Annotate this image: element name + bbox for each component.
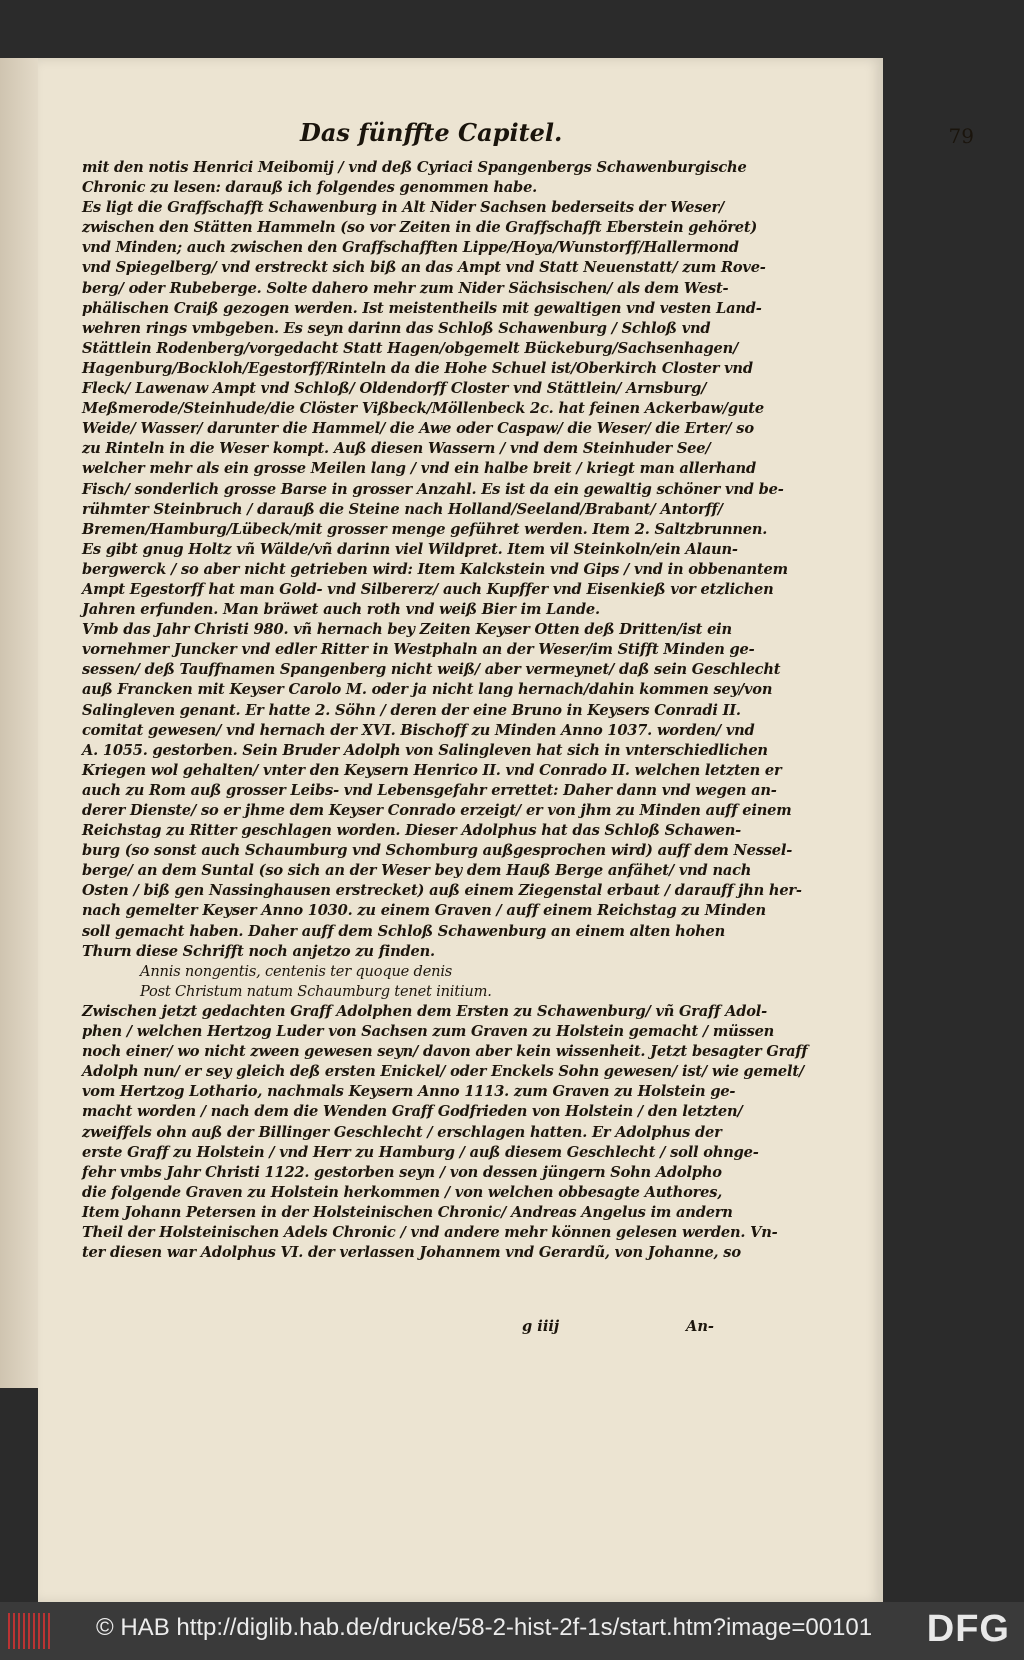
text-line: Ampt Egestorff hat man Gold- vnd Silbererz/ auch Kupffer vnd Eisenkieß vor etzlichen bbox=[82, 580, 774, 598]
text-line: Salingleven genant. Er hatte 2. Söhn / deren der eine Bruno in Keysers Conradi II. bbox=[82, 701, 741, 719]
text-line: Bremen/Hamburg/Lübeck/mit grosser menge geführet werden. Item 2. Saltzbrunnen. bbox=[82, 520, 768, 538]
dfg-logo: DFG bbox=[926, 1608, 1010, 1650]
text-line: Vmb das Jahr Christi 980. vñ hernach bey Zeiten Keyser Otten deß Dritten/ist ein bbox=[82, 621, 732, 639]
text-line: bergwerck / so aber nicht getrieben wird: Item Kalckstein vnd Gips / vnd in obbenantem bbox=[82, 560, 788, 578]
page-footer bbox=[82, 1318, 714, 1340]
signature-mark: g iiij bbox=[522, 1318, 560, 1335]
text-line: Kriegen wol gehalten/ vnter den Keysern Henrico II. vnd Conrado II. welchen letzten er bbox=[82, 761, 782, 779]
text-line: Fleck/ Lawenaw Ampt vnd Schloß/ Oldendorff Closter vnd Stättlein/ Arnsburg/ bbox=[82, 380, 707, 398]
text-line: fehr vmbs Jahr Christi 1122. gestorben seyn / von dessen jüngern Sohn Adolpho bbox=[82, 1163, 722, 1181]
text-line: mit den notis Henrici Meibomij / vnd deß Cyriaci Spangenbergs Schawenburgische bbox=[82, 159, 747, 176]
text-line: die folgende Graven zu Holstein herkommen / von welchen obbesagte Authores, bbox=[82, 1183, 723, 1201]
chapter-title: Das fünffte Capitel. bbox=[300, 118, 563, 147]
text-line: Post Christum natum Schaumburg tenet initium. bbox=[140, 982, 492, 1000]
text-line: Hagenburg/Bockloh/Egestorff/Rinteln da die Hohe Schuel ist/Oberkirch Closter vnd bbox=[82, 359, 753, 377]
credit-bar bbox=[0, 1602, 1024, 1660]
text-line: zweiffels ohn auß der Billinger Geschlecht / erschlagen hatten. Er Adolphus der bbox=[82, 1123, 722, 1141]
text-line: Weide/ Wasser/ darunter die Hammel/ die Awe oder Caspaw/ die Weser/ die Erter/ so bbox=[82, 420, 754, 438]
text-line: berg/ oder Rubeberge. Solte dahero mehr zum Nider Sächsischen/ als dem West- bbox=[82, 279, 729, 297]
page-header bbox=[230, 118, 974, 152]
text-line: phen / welchen Hertzog Luder von Sachsen zum Graven zu Holstein gemacht / müssen bbox=[82, 1023, 775, 1041]
text-line: noch einer/ wo nicht zween gewesen seyn/ davon aber kein wissenheit. Jetzt besagter Graff bbox=[82, 1043, 808, 1061]
text-line: Fisch/ sonderlich grosse Barse in grosser Anzahl. Es ist da ein gewaltig schöner vnd be- bbox=[82, 480, 784, 498]
text-line: Zwischen jetzt gedachten Graff Adolphen dem Ersten zu Schawenburg/ vñ Graff Adol- bbox=[82, 1002, 767, 1020]
text-line: vom Hertzog Lothario, nachmals Keysern Anno 1113. zum Graven zu Holstein ge- bbox=[82, 1083, 736, 1101]
text-line: Meßmerode/Steinhude/die Clöster Vißbeck/Möllenbeck 2c. hat feinen Ackerbaw/gute bbox=[82, 400, 764, 418]
body-text bbox=[82, 158, 808, 1263]
text-line: vnd Spiegelberg/ vnd erstreckt sich biß an das Ampt vnd Statt Neuenstatt/ zum Rove- bbox=[82, 259, 766, 277]
text-line: vnd Minden; auch zwischen den Graffschafften Lippe/Hoya/Wunstorff/Hallermond bbox=[82, 239, 739, 257]
text-line: wehren rings vmbgeben. Es seyn darinn das Schloß Schawenburg / Schloß vnd bbox=[82, 319, 711, 337]
text-line: Annis nongentis, centenis ter quoque denis bbox=[140, 962, 453, 980]
text-line: auß Francken mit Keyser Carolo M. oder ja nicht lang hernach/dahin kommen sey/von bbox=[82, 681, 773, 699]
text-line: Adolph nun/ er sey gleich deß ersten Enickel/ oder Enckels Sohn gewesen/ ist/ wie gemelt/ bbox=[82, 1063, 804, 1081]
text-line: Es gibt gnug Holtz vñ Wälde/vñ darinn viel Wildpret. Item vil Steinkoln/ein Alaun- bbox=[82, 540, 738, 558]
text-line: Es ligt die Graffschafft Schawenburg in Alt Nider Sachsen bederseits der Weser/ bbox=[82, 199, 725, 217]
text-line: welcher mehr als ein grosse Meilen lang / vnd ein halbe breit / kriegt man allerhand bbox=[82, 460, 756, 478]
text-line: zwischen den Stätten Hammeln (so vor Zeiten in die Graffschafft Eberstein gehöret) bbox=[82, 219, 758, 237]
catchword: An- bbox=[686, 1318, 714, 1335]
text-line: rühmter Steinbruch / darauß die Steine nach Holland/Seeland/Brabant/ Antorff/ bbox=[82, 500, 723, 518]
text-line: zu Rinteln in die Weser kompt. Auß diesen Wassern / vnd dem Steinhuder See/ bbox=[82, 440, 711, 458]
text-line: vornehmer Juncker vnd edler Ritter in Westphaln an der Weser/im Stifft Minden ge- bbox=[82, 641, 755, 659]
text-line: ter diesen war Adolphus VI. der verlassen Johannem vnd Gerardũ, von Johanne, so bbox=[82, 1244, 741, 1262]
page-number: 79 bbox=[948, 124, 974, 148]
text-line: phälischen Craiß gezogen werden. Ist meistentheils mit gewaltigen vnd vesten Land- bbox=[82, 299, 762, 317]
text-line: Thurn diese Schrifft noch anjetzo zu finden. bbox=[82, 942, 435, 960]
previous-page-edge bbox=[0, 58, 38, 1388]
text-line: Item Johann Petersen in der Holsteinischen Chronic/ Andreas Angelus im andern bbox=[82, 1203, 733, 1221]
text-line: Reichstag zu Ritter geschlagen worden. Dieser Adolphus hat das Schloß Schawen- bbox=[82, 822, 741, 840]
text-line: macht worden / nach dem die Wenden Graff Godfrieden von Holstein / den letzten/ bbox=[82, 1103, 743, 1121]
text-line: soll gemacht haben. Daher auff dem Schloß Schawenburg an einem alten hohen bbox=[82, 922, 726, 940]
text-line: auch zu Rom auß grosser Leibs- vnd Lebensgefahr errettet: Daher dann vnd wegen an- bbox=[82, 781, 777, 799]
text-line: burg (so sonst auch Schaumburg vnd Schomburg außgesprochen wird) auff dem Nessel- bbox=[82, 842, 793, 860]
text-line: erste Graff zu Holstein / vnd Herr zu Hamburg / auß diesem Geschlecht / soll ohnge- bbox=[82, 1143, 759, 1161]
text-line: Osten / biß gen Nassinghausen erstrecket) auß einem Ziegenstal erbaut / darauff jhn her- bbox=[82, 882, 802, 900]
text-line: Chronic zu lesen: darauß ich folgendes genommen habe. bbox=[82, 179, 538, 197]
text-line: derer Dienste/ so er jhme dem Keyser Conrado erzeigt/ er von jhm zu Minden auff einem bbox=[82, 802, 792, 819]
text-line: Theil der Holsteinischen Adels Chronic / vnd andere mehr können gelesen werden. Vn- bbox=[82, 1223, 778, 1241]
text-line: Jahren erfunden. Man bräwet auch roth vnd weiß Bier im Lande. bbox=[82, 601, 600, 619]
barcode-icon bbox=[8, 1613, 50, 1649]
copyright-link[interactable]: © HAB http://diglib.hab.de/drucke/58-2-hist-2f-1s/start.htm?image=00101 bbox=[96, 1614, 873, 1641]
text-line: A. 1055. gestorben. Sein Bruder Adolph von Salingleven hat sich in vnterschiedlichen bbox=[82, 741, 768, 759]
text-line: comitat gewesen/ vnd hernach der XVI. Bischoff zu Minden Anno 1037. worden/ vnd bbox=[82, 721, 755, 739]
text-line: Stättlein Rodenberg/vorgedacht Statt Hagen/obgemelt Bückeburg/Sachsenhagen/ bbox=[82, 339, 739, 357]
text-line: berge/ an dem Suntal (so sich an der Weser bey dem Hauß Berge anfähet/ vnd nach bbox=[82, 862, 752, 880]
text-line: sessen/ deß Tauffnamen Spangenberg nicht weiß/ aber vermeynet/ daß sein Geschlecht bbox=[82, 661, 781, 679]
text-line: nach gemelter Keyser Anno 1030. zu einem Graven / auff einem Reichstag zu Minden bbox=[82, 902, 766, 920]
